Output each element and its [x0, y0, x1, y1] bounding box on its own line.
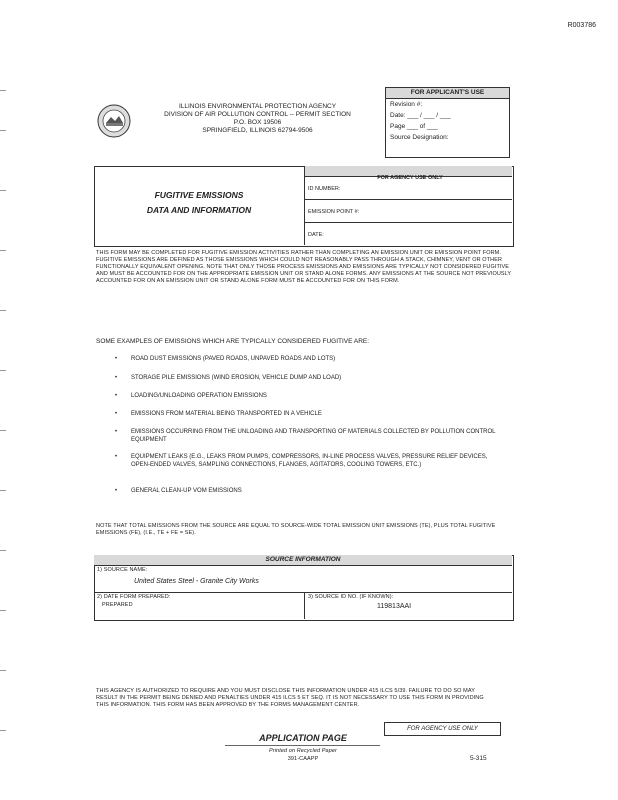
- applicant-use-title: FOR APPLICANT'S USE: [386, 88, 509, 99]
- form-title-cell: [94, 166, 305, 245]
- margin-mark: [0, 550, 6, 551]
- margin-mark: [0, 90, 6, 91]
- document-number: R003786: [567, 22, 596, 29]
- date-form-cell[interactable]: [94, 593, 305, 619]
- margin-mark: [0, 670, 6, 671]
- date-form-value: PREPARED: [102, 602, 133, 608]
- applicant-use-box: [385, 87, 510, 158]
- id-number-cell[interactable]: [305, 177, 512, 200]
- margin-mark: [0, 370, 6, 371]
- margin-mark: [0, 130, 6, 131]
- margin-mark: [0, 190, 6, 191]
- agency-use-header: [305, 166, 512, 181]
- form-notice: THIS FORM MAY BE COMPLETED FOR FUGITIVE EMISSION ACTIVITIES RATHER THAN COMPLETING AN EMISSION UNIT OR EMISSION POINT FORM. FUGITIVE EMISSIONS ARE DEFINED AS THOSE EMISSIONS WHICH COULD NOT REASONABLY PASS THROUGH A STACK, CHIMNEY, VENT OR OTHER FUNCTIONALLY EQUIVALENT OPENING. NOTE THAT ONLY THOSE PROCESS EMISSIONS AND EMISSIONS ARE TYPICALLY NOT CONSIDERED FUGITIVE AND MUST BE ACCOUNTED FOR ON THE APPROPRIATE EMISSION UNIT OR STAND ALONE FORMS. ANY EMISSIONS AT THE SOURCE NOT PREVIOUSLY ACCOUNTED FOR ON AN EMISSION UNIT OR STAND ALONE FORM MUST BE ACCOUNTED FOR ON THIS FORM.: [96, 250, 512, 284]
- examples-heading: SOME EXAMPLES OF EMISSIONS WHICH ARE TYPICALLY CONSIDERED FUGITIVE ARE:: [96, 338, 370, 345]
- source-id-value: 119813AAI: [377, 603, 412, 610]
- source-id-label: 3) SOURCE ID NO. (IF KNOWN):: [308, 594, 394, 600]
- agency-name: ILLINOIS ENVIRONMENTAL PROTECTION AGENCY: [178, 103, 337, 110]
- id-number-label: ID NUMBER:: [308, 186, 341, 192]
- printed-on-recycled-note: Printed on Recycled Paper: [269, 748, 337, 754]
- agency-use-stamp: FOR AGENCY USE ONLY: [384, 722, 501, 736]
- margin-mark: [0, 490, 6, 491]
- form-title-line-1: FUGITIVE EMISSIONS: [154, 190, 244, 200]
- application-page-title: APPLICATION PAGE: [259, 733, 347, 743]
- agency-seal-icon: [97, 104, 131, 138]
- date-form-label: 2) DATE FORM PREPARED:: [97, 594, 171, 600]
- source-emissions-note: NOTE THAT TOTAL EMISSIONS FROM THE SOURCE ARE EQUAL TO SOURCE-WIDE TOTAL EMISSION UNIT EMISSIONS (TE), PLUS TOTAL FUGITIVE EMISSIONS (FE), (I.E., TE + FE = SE).: [96, 523, 496, 536]
- page-field[interactable]: Page ___ of ___: [390, 123, 438, 130]
- date-cell[interactable]: [305, 223, 512, 245]
- margin-mark: [0, 430, 6, 431]
- source-information-title: SOURCE INFORMATION: [94, 555, 512, 566]
- agency-po-box: P.O. BOX 19506: [233, 119, 282, 126]
- agency-division: DIVISION OF AIR POLLUTION CONTROL -- PERMIT SECTION: [164, 111, 351, 118]
- revision-field[interactable]: Revision #:: [390, 101, 423, 108]
- agency-use-title: FOR AGENCY USE ONLY: [377, 175, 443, 181]
- divider: [225, 745, 380, 746]
- emission-point-label: EMISSION POINT #:: [308, 209, 360, 215]
- page-number: 5-315: [470, 755, 487, 762]
- margin-mark: [0, 730, 6, 731]
- emission-point-cell[interactable]: [305, 200, 512, 223]
- margin-mark: [0, 610, 6, 611]
- agency-city: SPRINGFIELD, ILLINOIS 62794-9506: [202, 127, 313, 134]
- date-label: DATE:: [308, 232, 324, 238]
- date-field[interactable]: Date: ___ / ___ / ___: [390, 112, 451, 119]
- agency-header: [135, 103, 380, 135]
- margin-mark: [0, 250, 6, 251]
- disclosure-notice: THIS AGENCY IS AUTHORIZED TO REQUIRE AND YOU MUST DISCLOSE THIS INFORMATION UNDER 415 ILCS 5/39. FAILURE TO DO SO MAY RESULT IN THE PERMIT BEING DENIED AND PENALTIES UNDER 415 ILCS 5 ET SEQ. IT IS NOT NECESSARY TO USE THIS FORM IN PROVIDING THIS INFORMATION. THIS FORM HAS BEEN APPROVED BY THE FORMS MANAGEMENT CENTER.: [96, 688, 484, 708]
- source-name-label: 1) SOURCE NAME:: [97, 567, 148, 573]
- source-name-cell[interactable]: [94, 566, 512, 593]
- source-name-value: United States Steel - Granite City Works: [134, 578, 259, 585]
- form-title-line-2: DATA AND INFORMATION: [146, 205, 252, 215]
- form-title: [94, 188, 304, 218]
- margin-mark: [0, 310, 6, 311]
- source-designation-field[interactable]: Source Designation:: [390, 134, 449, 141]
- source-id-cell[interactable]: [305, 593, 512, 619]
- form-code: 391-CAAPP: [287, 756, 319, 762]
